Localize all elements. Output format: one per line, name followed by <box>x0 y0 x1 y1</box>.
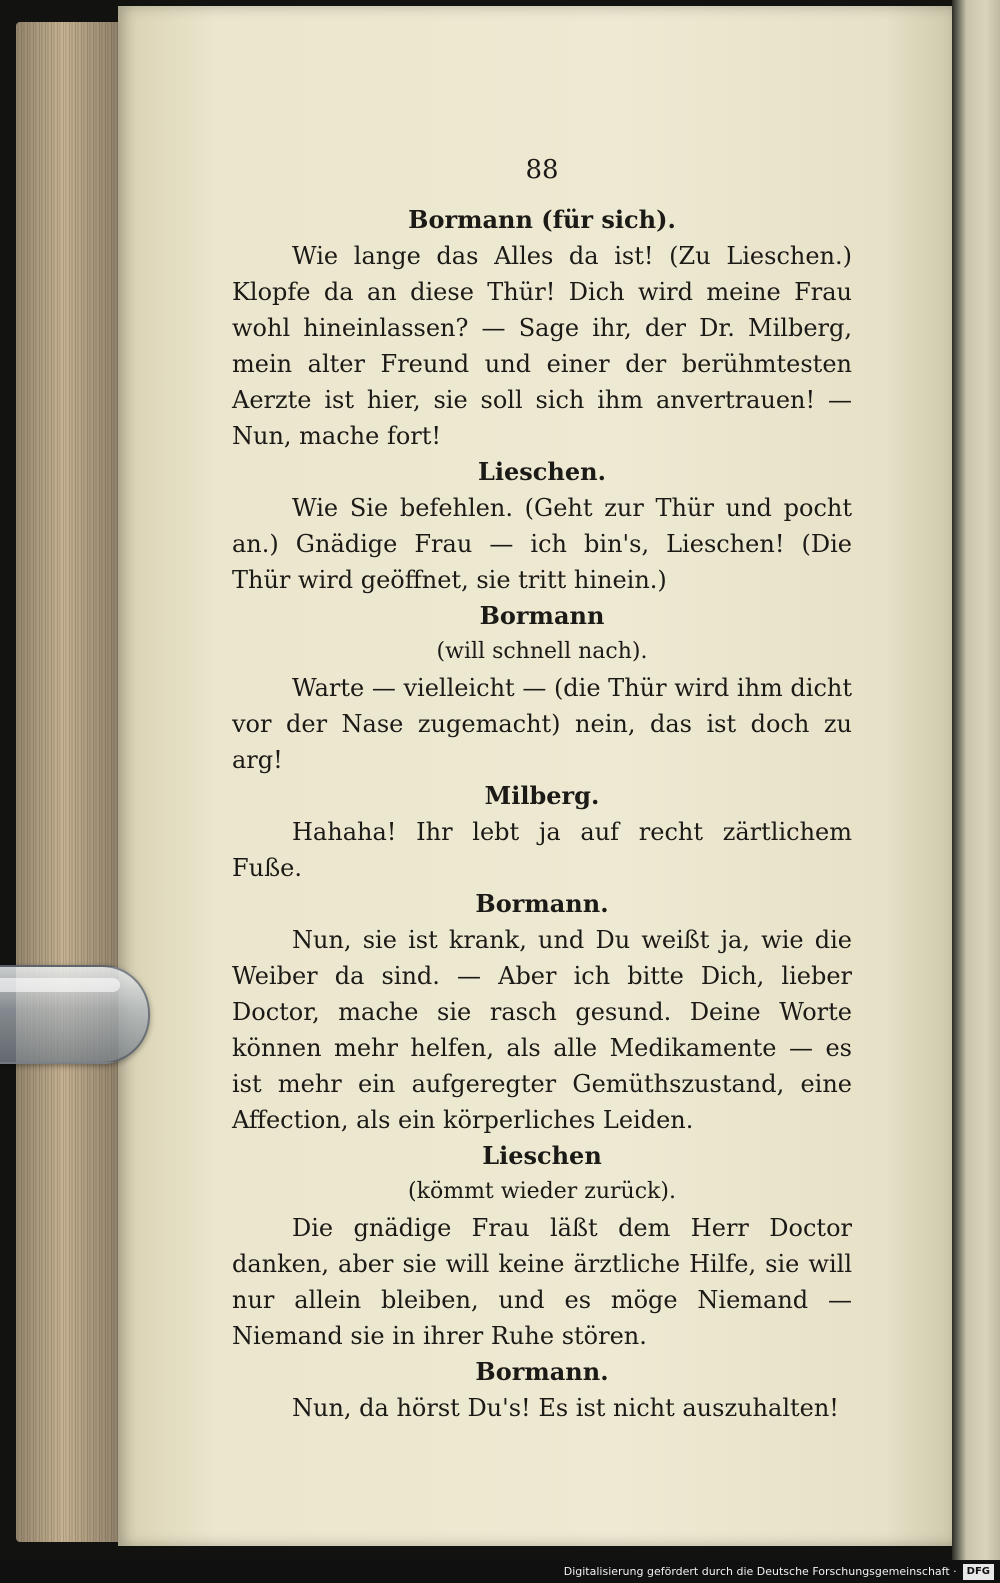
dialogue-paragraph: Warte — vielleicht — (die Thür wird ihm dicht vor der Nase zugemacht) nein, das ist doch zu arg! <box>232 674 852 774</box>
dialogue-paragraph: Hahaha! Ihr lebt ja auf recht zärtlichem Fuße. <box>232 818 852 882</box>
digitization-footer <box>0 1561 1000 1583</box>
stage-direction: (kömmt wieder zurück). <box>408 1179 676 1204</box>
fore-edge-shadow <box>16 22 134 1542</box>
footer-credit: Digitalisierung gefördert durch die Deutsche Forschungsgemeinschaft · <box>563 1565 957 1578</box>
page-number: 88 <box>525 155 559 185</box>
speaker-name: Bormann (für sich). <box>408 205 676 234</box>
dialogue-paragraph: Wie lange das Alles da ist! (Zu Lieschen.) Klopfe da an diese Thür! Dich wird meine Frau wohl hineinlassen? — Sage ihr, der Dr. Milberg, mein alter Freund und einer der berühmtesten Aerzte ist hier, sie soll sich ihm anvertrauen! — Nun, mache fort! <box>232 242 852 450</box>
speaker-name: Bormann. <box>475 889 609 918</box>
speaker-name: Bormann <box>479 601 605 630</box>
stage-direction: (will schnell nach). <box>436 639 648 664</box>
dialogue-paragraph: Wie Sie befehlen. (Geht zur Thür und pocht an.) Gnädige Frau — ich bin's, Lieschen! (Die Thür wird geöffnet, sie tritt hinein.) <box>232 494 852 594</box>
speaker-name: Lieschen <box>482 1141 602 1170</box>
dialogue-paragraph: Die gnädige Frau läßt dem Herr Doctor danken, aber sie will keine ärztliche Hilfe, sie will nur allein bleiben, und es möge Niemand — Niemand sie in ihrer Ruhe stören. <box>232 1214 852 1350</box>
speaker-name: Bormann. <box>475 1357 609 1386</box>
speaker-name: Milberg. <box>484 781 600 810</box>
page-clip-highlight <box>0 978 120 992</box>
dialogue-paragraph: Nun, da hörst Du's! Es ist nicht auszuhalten! <box>292 1394 839 1422</box>
page-text <box>232 150 852 1426</box>
next-page-edge <box>952 0 1000 1560</box>
speaker-name: Lieschen. <box>478 457 606 486</box>
dialogue-paragraph: Nun, sie ist krank, und Du weißt ja, wie die Weiber da sind. — Aber ich bitte Dich, lieber Doctor, mache sie rasch gesund. Deine Worte können mehr helfen, als alle Medikamente — es ist mehr ein aufgeregter Gemüthszustand, eine Affection, als ein körperliches Leiden. <box>232 926 852 1134</box>
dfg-logo: DFG <box>963 1564 994 1580</box>
